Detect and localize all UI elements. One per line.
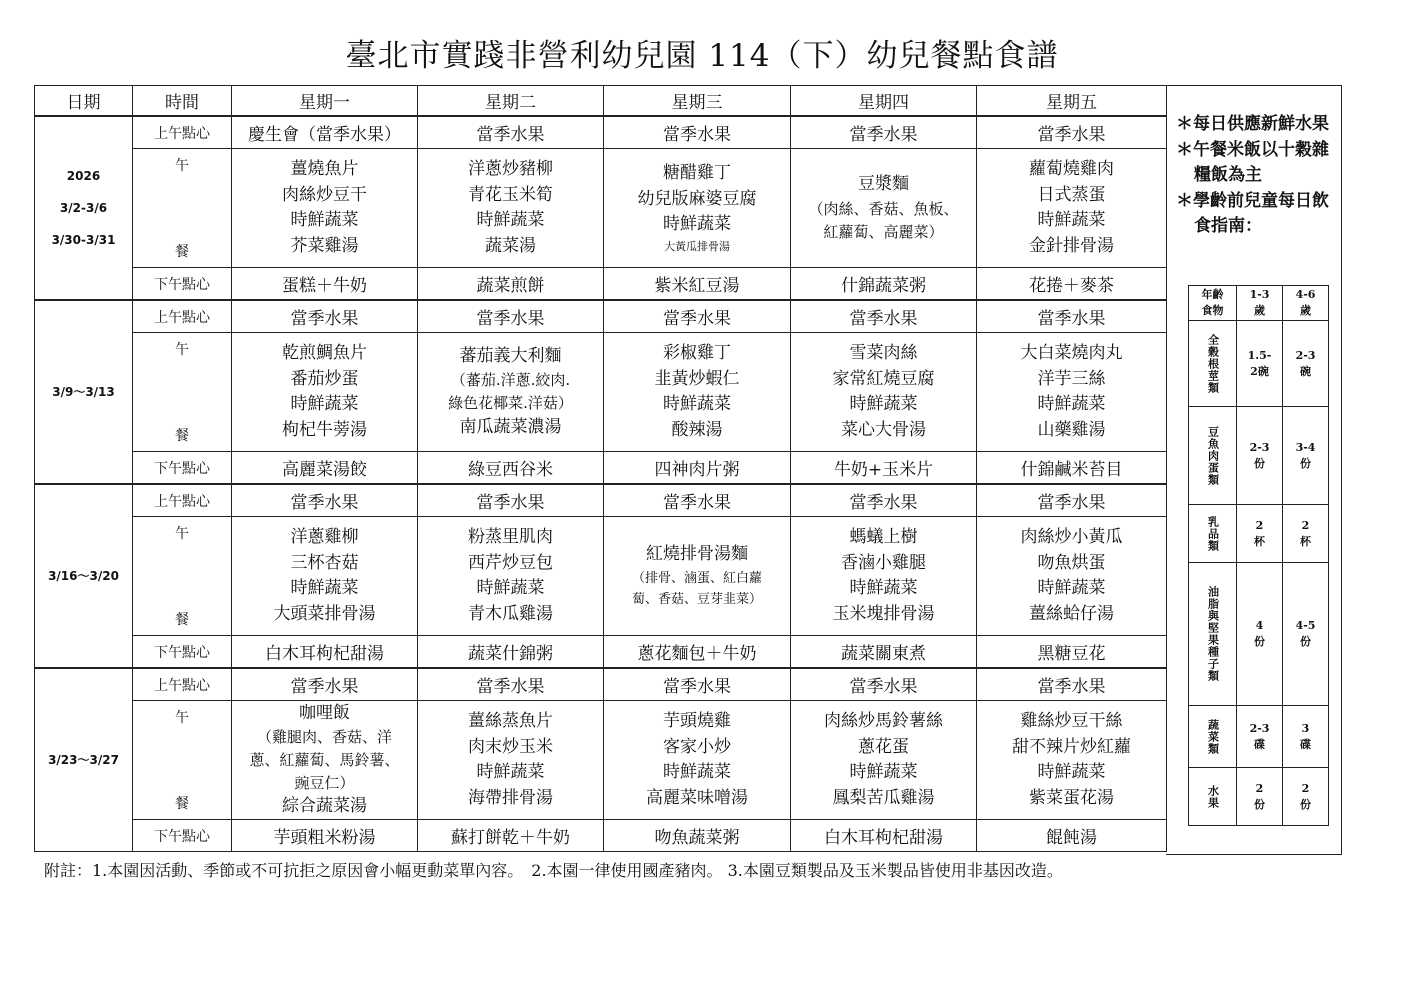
week2-dates: 3/9～3/13 [35,300,133,484]
week2-lunch-row [35,333,1167,452]
week3-wed-lunch: 紅燒排骨湯麵 （排骨、滷蛋、紅白蘿 蔔、香菇、豆芽韭菜） [604,517,791,636]
week3-mon-am: 當季水果 [232,484,418,517]
week1-thu-lunch: 豆漿麵 （肉絲、香菇、魚板、 紅蘿蔔、高麗菜） [791,149,977,268]
lunch-label: 午 餐 [133,701,232,820]
week1-fri-am: 當季水果 [977,116,1167,149]
week3-am-row [35,484,1167,517]
week2-pm-row [35,452,1167,485]
week1-mon-am: 慶生會（當季水果） [232,116,418,149]
week3-mon-lunch: 洋蔥雞柳 三杯杏菇 時鮮蔬菜 大頭菜排骨湯 [232,517,418,636]
week4-wed-am: 當季水果 [604,668,791,701]
week2-fri-pm: 什錦鹹米苔目 [977,452,1167,485]
week4-mon-pm: 芋頭粗米粉湯 [232,820,418,852]
guide-header-age1: 1-3歲 [1237,286,1283,321]
guide-header-row [1189,286,1329,321]
side-notes [1176,112,1336,240]
week1-thu-am: 當季水果 [791,116,977,149]
page-title: 臺北市實踐非營利幼兒園 114（下）幼兒餐點食譜 [345,38,1059,74]
week1-pm-row [35,268,1167,301]
week1-wed-pm: 紫米紅豆湯 [604,268,791,301]
header-tue: 星期二 [418,86,604,117]
header-row [35,86,1167,117]
week1-tue-am: 當季水果 [418,116,604,149]
week2-tue-am: 當季水果 [418,300,604,333]
am-snack-label: 上午點心 [133,484,232,517]
week2-wed-am: 當季水果 [604,300,791,333]
guide-header-corner: 年齡 食物 [1189,286,1237,321]
footer-notes: 附註：1.本園因活動、季節或不可抗拒之原因會小幅更動菜單內容。 2.本園一律使用國產豬肉。 3.本園豆類製品及玉米製品皆使用非基因改造。 [44,861,1063,880]
week4-wed-lunch: 芋頭燒雞 客家小炒 時鮮蔬菜 高麗菜味噌湯 [604,701,791,820]
guide-header-age2: 4-6歲 [1283,286,1329,321]
week3-thu-pm: 蔬菜關東煮 [791,636,977,669]
guide-row-dairy: 乳品類 2杯 2杯 [1189,505,1329,563]
week2-tue-pm: 綠豆西谷米 [418,452,604,485]
week1-fri-pm: 花捲＋麥茶 [977,268,1167,301]
menu-table [34,85,1167,852]
note-fresh-fruit: ＊每日供應新鮮水果 [1176,114,1329,134]
week1-mon-lunch: 薑燒魚片 肉絲炒豆干 時鮮蔬菜 芥菜雞湯 [232,149,418,268]
pm-snack-label: 下午點心 [133,636,232,669]
week4-fri-lunch: 雞絲炒豆干絲 甜不辣片炒紅蘿 時鮮蔬菜 紫菜蛋花湯 [977,701,1167,820]
week4-mon-am: 當季水果 [232,668,418,701]
week2-tue-lunch: 蕃茄義大利麵 （蕃茄.洋蔥.絞肉. 綠色花椰菜.洋菇） 南瓜蔬菜濃湯 [418,333,604,452]
week3-fri-lunch: 肉絲炒小黃瓜 吻魚烘蛋 時鮮蔬菜 薑絲蛤仔湯 [977,517,1167,636]
week3-wed-pm: 蔥花麵包＋牛奶 [604,636,791,669]
header-mon: 星期一 [232,86,418,117]
week3-mon-pm: 白木耳枸杞甜湯 [232,636,418,669]
week4-pm-row [35,820,1167,852]
week3-wed-am: 當季水果 [604,484,791,517]
week4-wed-pm: 吻魚蔬菜粥 [604,820,791,852]
header-date: 日期 [35,86,133,117]
week3-tue-am: 當季水果 [418,484,604,517]
header-fri: 星期五 [977,86,1167,117]
pm-snack-label: 下午點心 [133,268,232,301]
guide-row-oils: 油脂與堅果種子類 4份 4-5份 [1189,563,1329,706]
week2-thu-am: 當季水果 [791,300,977,333]
week4-thu-pm: 白木耳枸杞甜湯 [791,820,977,852]
header-thu: 星期四 [791,86,977,117]
week4-mon-lunch: 咖哩飯 （雞腿肉、香菇、洋 蔥、紅蘿蔔、馬鈴薯、 豌豆仁） 綜合蔬菜湯 [232,701,418,820]
am-snack-label: 上午點心 [133,116,232,149]
week2-fri-am: 當季水果 [977,300,1167,333]
week1-tue-lunch: 洋蔥炒豬柳 青花玉米筍 時鮮蔬菜 蔬菜湯 [418,149,604,268]
week2-thu-pm: 牛奶+玉米片 [791,452,977,485]
diet-guide-table [1188,285,1329,826]
week2-mon-lunch: 乾煎鯛魚片 番茄炒蛋 時鮮蔬菜 枸杞牛蒡湯 [232,333,418,452]
week4-tue-am: 當季水果 [418,668,604,701]
week4-tue-lunch: 薑絲蒸魚片 肉末炒玉米 時鮮蔬菜 海帶排骨湯 [418,701,604,820]
guide-row-fruit: 水果 2份 2份 [1189,768,1329,826]
week1-wed-am: 當季水果 [604,116,791,149]
week4-dates: 3/23～3/27 [35,668,133,852]
pm-snack-label: 下午點心 [133,820,232,852]
week2-wed-pm: 四神肉片粥 [604,452,791,485]
week1-mon-pm: 蛋糕＋牛奶 [232,268,418,301]
week2-wed-lunch: 彩椒雞丁 韭黃炒蝦仁 時鮮蔬菜 酸辣湯 [604,333,791,452]
week1-fri-lunch: 蘿蔔燒雞肉 日式蒸蛋 時鮮蔬菜 金針排骨湯 [977,149,1167,268]
am-snack-label: 上午點心 [133,668,232,701]
lunch-label: 午 餐 [133,333,232,452]
lunch-label: 午 餐 [133,517,232,636]
week1-dates: 2026 3/2-3/6 3/30-3/31 [35,116,133,300]
guide-row-protein: 豆魚肉蛋類 2-3份 3-4份 [1189,407,1329,505]
lunch-label: 午 餐 [133,149,232,268]
week1-am-row [35,116,1167,149]
side-panel [1166,85,1342,855]
week1-thu-pm: 什錦蔬菜粥 [791,268,977,301]
week1-tue-pm: 蔬菜煎餅 [418,268,604,301]
week3-tue-pm: 蔬菜什錦粥 [418,636,604,669]
week4-fri-pm: 餛飩湯 [977,820,1167,852]
note-diet-guide: ＊學齡前兒童每日飲食指南： [1176,190,1329,236]
week3-fri-pm: 黑糖豆花 [977,636,1167,669]
week4-tue-pm: 蘇打餅乾＋牛奶 [418,820,604,852]
week1-lunch-row [35,149,1167,268]
week1-wed-lunch: 糖醋雞丁 幼兒版麻婆豆腐 時鮮蔬菜 大黃瓜排骨湯 [604,149,791,268]
week2-am-row [35,300,1167,333]
week2-thu-lunch: 雪菜肉絲 家常紅燒豆腐 時鮮蔬菜 菜心大骨湯 [791,333,977,452]
week4-thu-lunch: 肉絲炒馬鈴薯絲 蔥花蛋 時鮮蔬菜 鳳梨苦瓜雞湯 [791,701,977,820]
week2-mon-am: 當季水果 [232,300,418,333]
week3-fri-am: 當季水果 [977,484,1167,517]
header-time: 時間 [133,86,232,117]
am-snack-label: 上午點心 [133,300,232,333]
guide-row-grains: 全穀根莖類 1.5-2碗 2-3碗 [1189,321,1329,407]
week2-mon-pm: 高麗菜湯餃 [232,452,418,485]
week4-thu-am: 當季水果 [791,668,977,701]
week3-dates: 3/16～3/20 [35,484,133,668]
week3-thu-lunch: 螞蟻上樹 香滷小雞腿 時鮮蔬菜 玉米塊排骨湯 [791,517,977,636]
week3-lunch-row [35,517,1167,636]
week3-tue-lunch: 粉蒸里肌肉 西芹炒豆包 時鮮蔬菜 青木瓜雞湯 [418,517,604,636]
note-grain-rice: ＊午餐米飯以十穀雜糧飯為主 [1176,139,1329,185]
week4-lunch-row [35,701,1167,820]
header-wed: 星期三 [604,86,791,117]
week4-am-row [35,668,1167,701]
week3-pm-row [35,636,1167,669]
week4-fri-am: 當季水果 [977,668,1167,701]
week3-thu-am: 當季水果 [791,484,977,517]
week2-fri-lunch: 大白菜燒肉丸 洋芋三絲 時鮮蔬菜 山藥雞湯 [977,333,1167,452]
pm-snack-label: 下午點心 [133,452,232,485]
guide-row-vegetables: 蔬菜類 2-3碟 3碟 [1189,706,1329,768]
